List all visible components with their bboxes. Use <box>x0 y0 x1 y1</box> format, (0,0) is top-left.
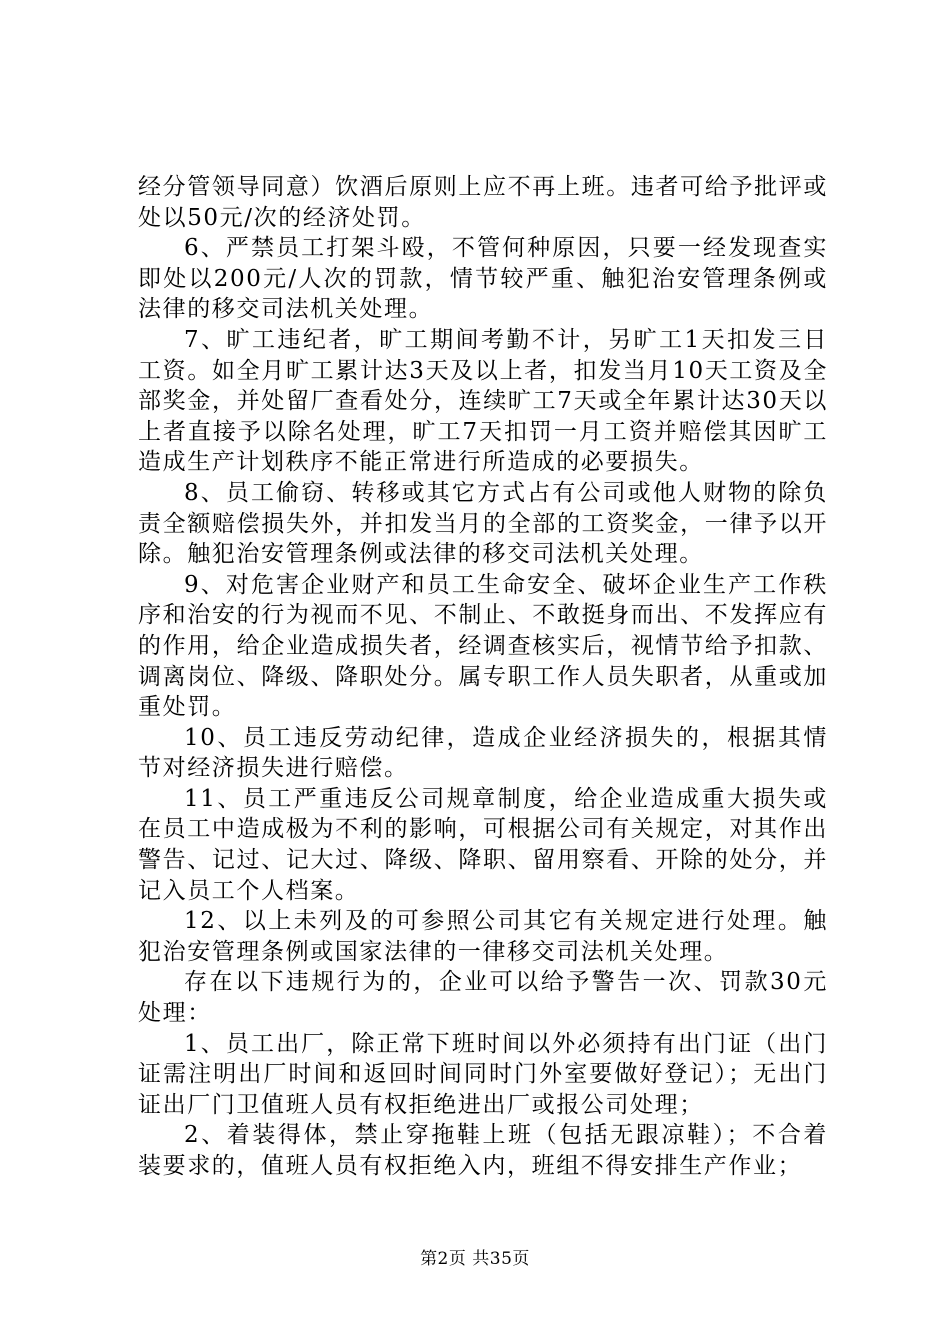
paragraph-warning-intro: 存在以下违规行为的，企业可以给予警告一次、罚款30元处理： <box>138 969 828 1027</box>
paragraph-item-9: 9、对危害企业财产和员工生命安全、破坏企业生产工作秩序和治安的行为视而不见、不制止、不敢挺身而出、不发挥应有的作用，给企业造成损失者，经调查核实后，视情节给予扣款、调离岗位、降级、降职处分。属专职工作人员失职者，从重或加重处罚。 <box>138 571 828 721</box>
document-body <box>138 172 828 1182</box>
paragraph-item-7: 7、旷工违纪者，旷工期间考勤不计，另旷工1天扣发三日工资。如全月旷工累计达3天及以上者，扣发当月10天工资及全部奖金，并处留厂查看处分，连续旷工7天或全年累计达30天以上者直接予以除名处理，旷工7天扣罚一月工资并赔偿其因旷工造成生产计划秩序不能正常进行所造成的必要损失。 <box>138 326 828 476</box>
page-number-footer: 第2页 共35页 <box>420 1249 530 1269</box>
paragraph-warning-item-1: 1、员工出厂，除正常下班时间以外必须持有出门证（出门证需注明出厂时间和返回时间同时门外室要做好登记）；无出门证出厂门卫值班人员有权拒绝进出厂或报公司处理； <box>138 1030 828 1118</box>
paragraph-item-11: 11、员工严重违反公司规章制度，给企业造成重大损失或在员工中造成极为不利的影响，可根据公司有关规定，对其作出警告、记过、记大过、降级、降职、留用察看、开除的处分，并记入员工个人档案。 <box>138 785 828 904</box>
paragraph-item-10: 10、员工违反劳动纪律，造成企业经济损失的，根据其情节对经济损失进行赔偿。 <box>138 724 828 782</box>
paragraph-item-8: 8、员工偷窃、转移或其它方式占有公司或他人财物的除负责全额赔偿损失外，并扣发当月的全部的工资奖金，一律予以开除。触犯治安管理条例或法律的移交司法机关处理。 <box>138 479 828 568</box>
paragraph-item-12: 12、以上未列及的可参照公司其它有关规定进行处理。触犯治安管理条例或国家法律的一律移交司法机关处理。 <box>138 908 828 965</box>
paragraph-item-6: 6、严禁员工打架斗殴，不管何种原因，只要一经发现查实即处以200元/人次的罚款，情节较严重、触犯治安管理条例或法律的移交司法机关处理。 <box>138 235 828 323</box>
paragraph-warning-item-2: 2、着装得体，禁止穿拖鞋上班（包括无跟凉鞋）；不合着装要求的，值班人员有权拒绝入内，班组不得安排生产作业； <box>138 1122 828 1179</box>
paragraph-intro: 经分管领导同意）饮酒后原则上应不再上班。违者可给予批评或处以50元/次的经济处罚。 <box>138 174 828 231</box>
